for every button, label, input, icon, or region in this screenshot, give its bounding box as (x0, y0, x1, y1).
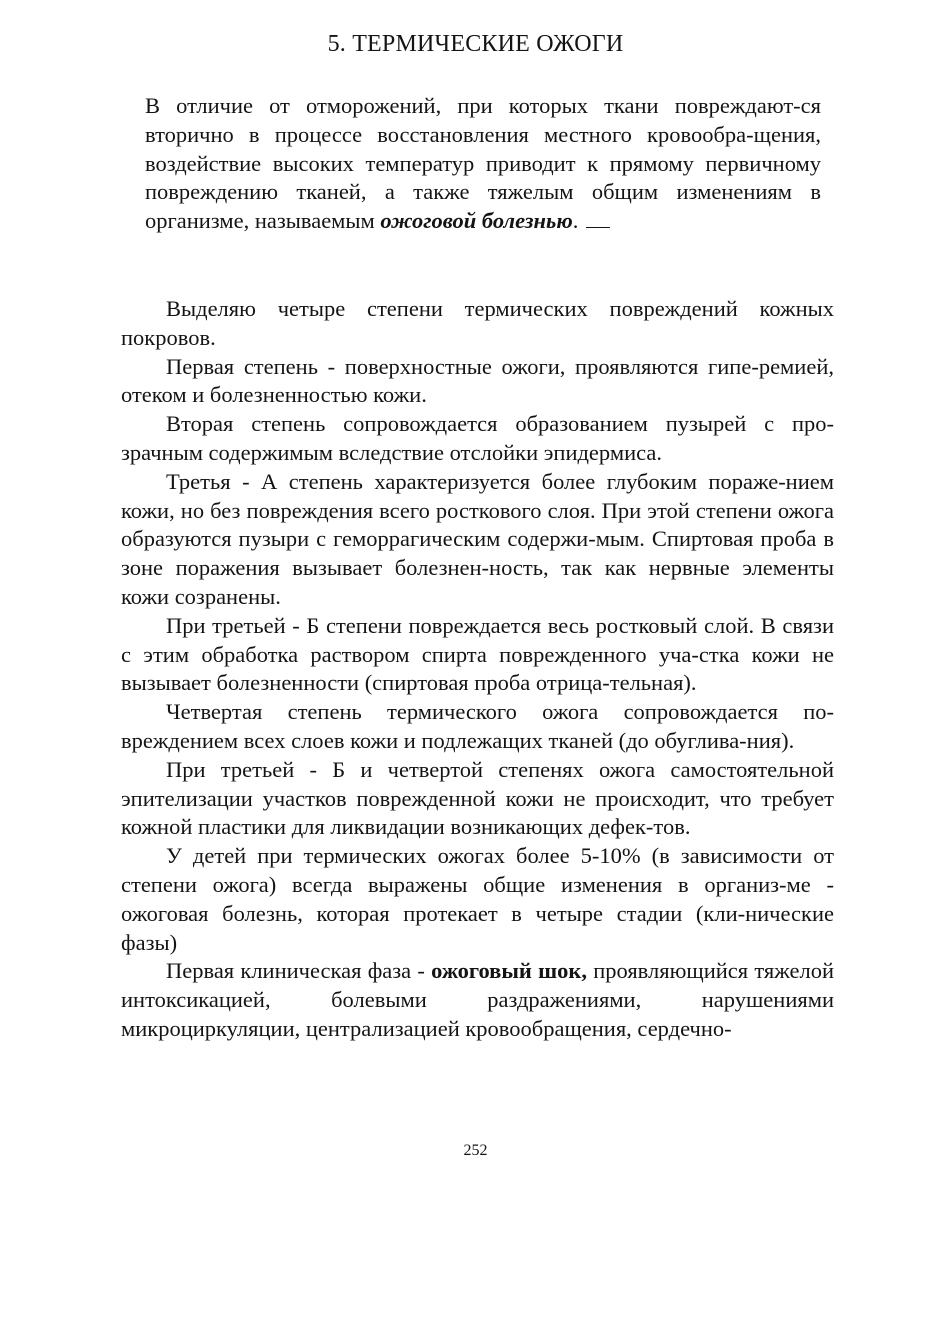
burn-shock-term: ожоговый шок, (431, 958, 587, 984)
underline-blank (586, 209, 610, 228)
paragraph-last-rest: проявляющийся тяжелой интоксикацией, болевыми раздражениями, нарушениями микроциркуляции, централизацией кровообращения, сердечно- (121, 958, 835, 1041)
paragraph: Вторая степень сопровождается образованием пузырей с про-зрачным содержимым вследствие отслойки эпидермиса. (121, 411, 834, 465)
body-text (121, 295, 834, 1044)
paragraph: Первая степень - поверхностные ожоги, проявляются гипе-ремией, отеком и болезненностью кожи. (121, 353, 834, 408)
paragraph-last (121, 957, 834, 1043)
paragraph: У детей при термических ожогах более 5-10% (в зависимости от степени ожога) всегда выражены общие изменения в организ-ме - ожоговая болезнь, которая протекает в четыре стадии (кли-нические фазы) (121, 843, 834, 955)
intro-paragraph (145, 92, 821, 236)
paragraph: При третьей - Б и четвертой степенях ожога самостоятельной эпителизации участков поврежденной кожи не происходит, что требует кожной пластики для ликвидации возникающих дефек-тов. (121, 756, 834, 840)
paragraph: Выделяю четыре степени термических повреждений кожных покровов. (121, 296, 834, 350)
page-number: 252 (463, 1142, 488, 1159)
intro-text: В отличие от отморожений, при которых ткани повреждают-ся вторично в процессе восстановления местного кровообра-щения, воздействие высоких температур приводит к прямому первичному повреждению тканей, а также тяжелым общим изменениям в организме, называемым (145, 93, 821, 234)
paragraph-last-start: Первая клиническая фаза - (166, 958, 432, 984)
paragraph: При третьей - Б степени повреждается весь ростковый слой. В связи с этим обработка раствором спирта поврежденного уча-стка кожи не вызывает болезненности (спиртовая проба отрица-тельная). (121, 612, 834, 696)
intro-text-end: . (572, 208, 579, 234)
paragraph: Четвертая степень термического ожога сопровождается по-вреждением всех слоев кожи и подлежащих тканей (до обуглива-ния). (121, 699, 834, 753)
intro-emphasis: ожоговой болезнью (380, 208, 573, 234)
chapter-title: 5. ТЕРМИЧЕСКИЕ ОЖОГИ (327, 31, 624, 57)
paragraph: Третья - А степень характеризуется более глубоким пораже-нием кожи, но без повреждения всего росткового слоя. При этой степени ожога образуются пузыри с геморрагическим содержи-мым. Спиртовая проба в зоне поражения вызывает болезнен-ность, так как нервные элементы кожи созранены. (121, 468, 834, 609)
